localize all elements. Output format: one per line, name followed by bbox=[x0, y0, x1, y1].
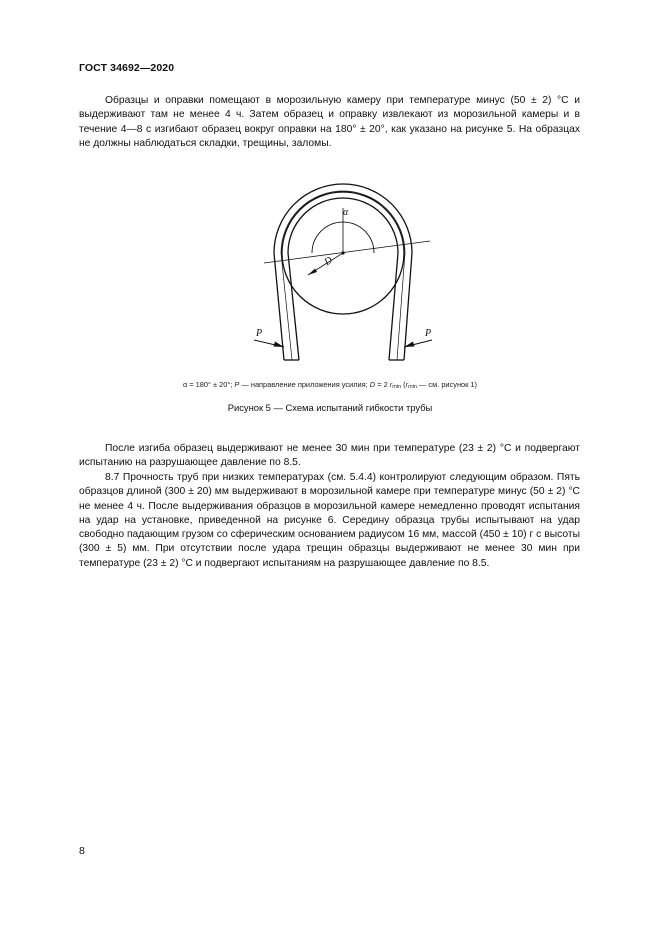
legend-d-symbol: D bbox=[369, 380, 376, 389]
paragraph-low-temp-impact-test: 8.7 Прочность труб при низких температурах (см. 5.4.4) контролируют следующим образом. Пять образцов длиной (300 ± 20) мм выдерживают в морозильной камере при температуре минус (50 ± 2) °С не менее 4 ч. После выдерживания образцов в морозильной камере немедленно проводят испытания на удар на установке, приведенной на рисунке 6. Середину образца трубы испытывают на удар свободно падающим грузом со сферическим основанием радиусом 16 мм, массой (450 ± 10) г с высоты (300 ± 5) мм. При отсутствии после удара трещин образцы выдерживают не менее 30 мин при температуре (23 ± 2) °С и подвергают испытаниям на разрушающее давление по 8.5. bbox=[79, 472, 580, 569]
bend-test-diagram bbox=[240, 180, 440, 375]
figure-5-bend-test-scheme bbox=[240, 180, 440, 375]
paragraph-post-bend-conditioning: После изгиба образец выдерживают не менее 30 мин при температуре (23 ± 2) °С и подвергают испытанию на разрушающее давление по 8.5. bbox=[79, 443, 580, 469]
alpha-label: α bbox=[343, 207, 349, 218]
force-label-right: P bbox=[425, 328, 432, 339]
document-header: ГОСТ 34692—2020 bbox=[79, 62, 175, 74]
paragraph-cold-bend-procedure: Образцы и оправки помещают в морозильную камеру при температуре минус (50 ± 2) °С и выдерживают там не менее 4 ч. Затем образец и оправку извлекают из морозильной камеры и в течение 4—8 с изгибают образец вокруг оправки на 180° ± 20°, как указано на рисунке 5. На образцах не должны наблюдаться складки, трещины, заломы. bbox=[79, 95, 580, 149]
diameter-arrow-head bbox=[308, 269, 317, 276]
figure-caption: Рисунок 5 — Схема испытаний гибкости трубы bbox=[227, 402, 433, 413]
figure-legend: α = 180° ± 20°; P — направление приложения усилия; D = 2 $r_{min}$ ($r_{min}$ — см. рисунок 1) bbox=[182, 380, 477, 390]
legend-p-symbol: P bbox=[234, 380, 240, 389]
diameter-label: D bbox=[322, 254, 335, 269]
page-number: 8 bbox=[79, 845, 85, 857]
center-point bbox=[341, 251, 344, 254]
force-label-left: P bbox=[256, 328, 263, 339]
